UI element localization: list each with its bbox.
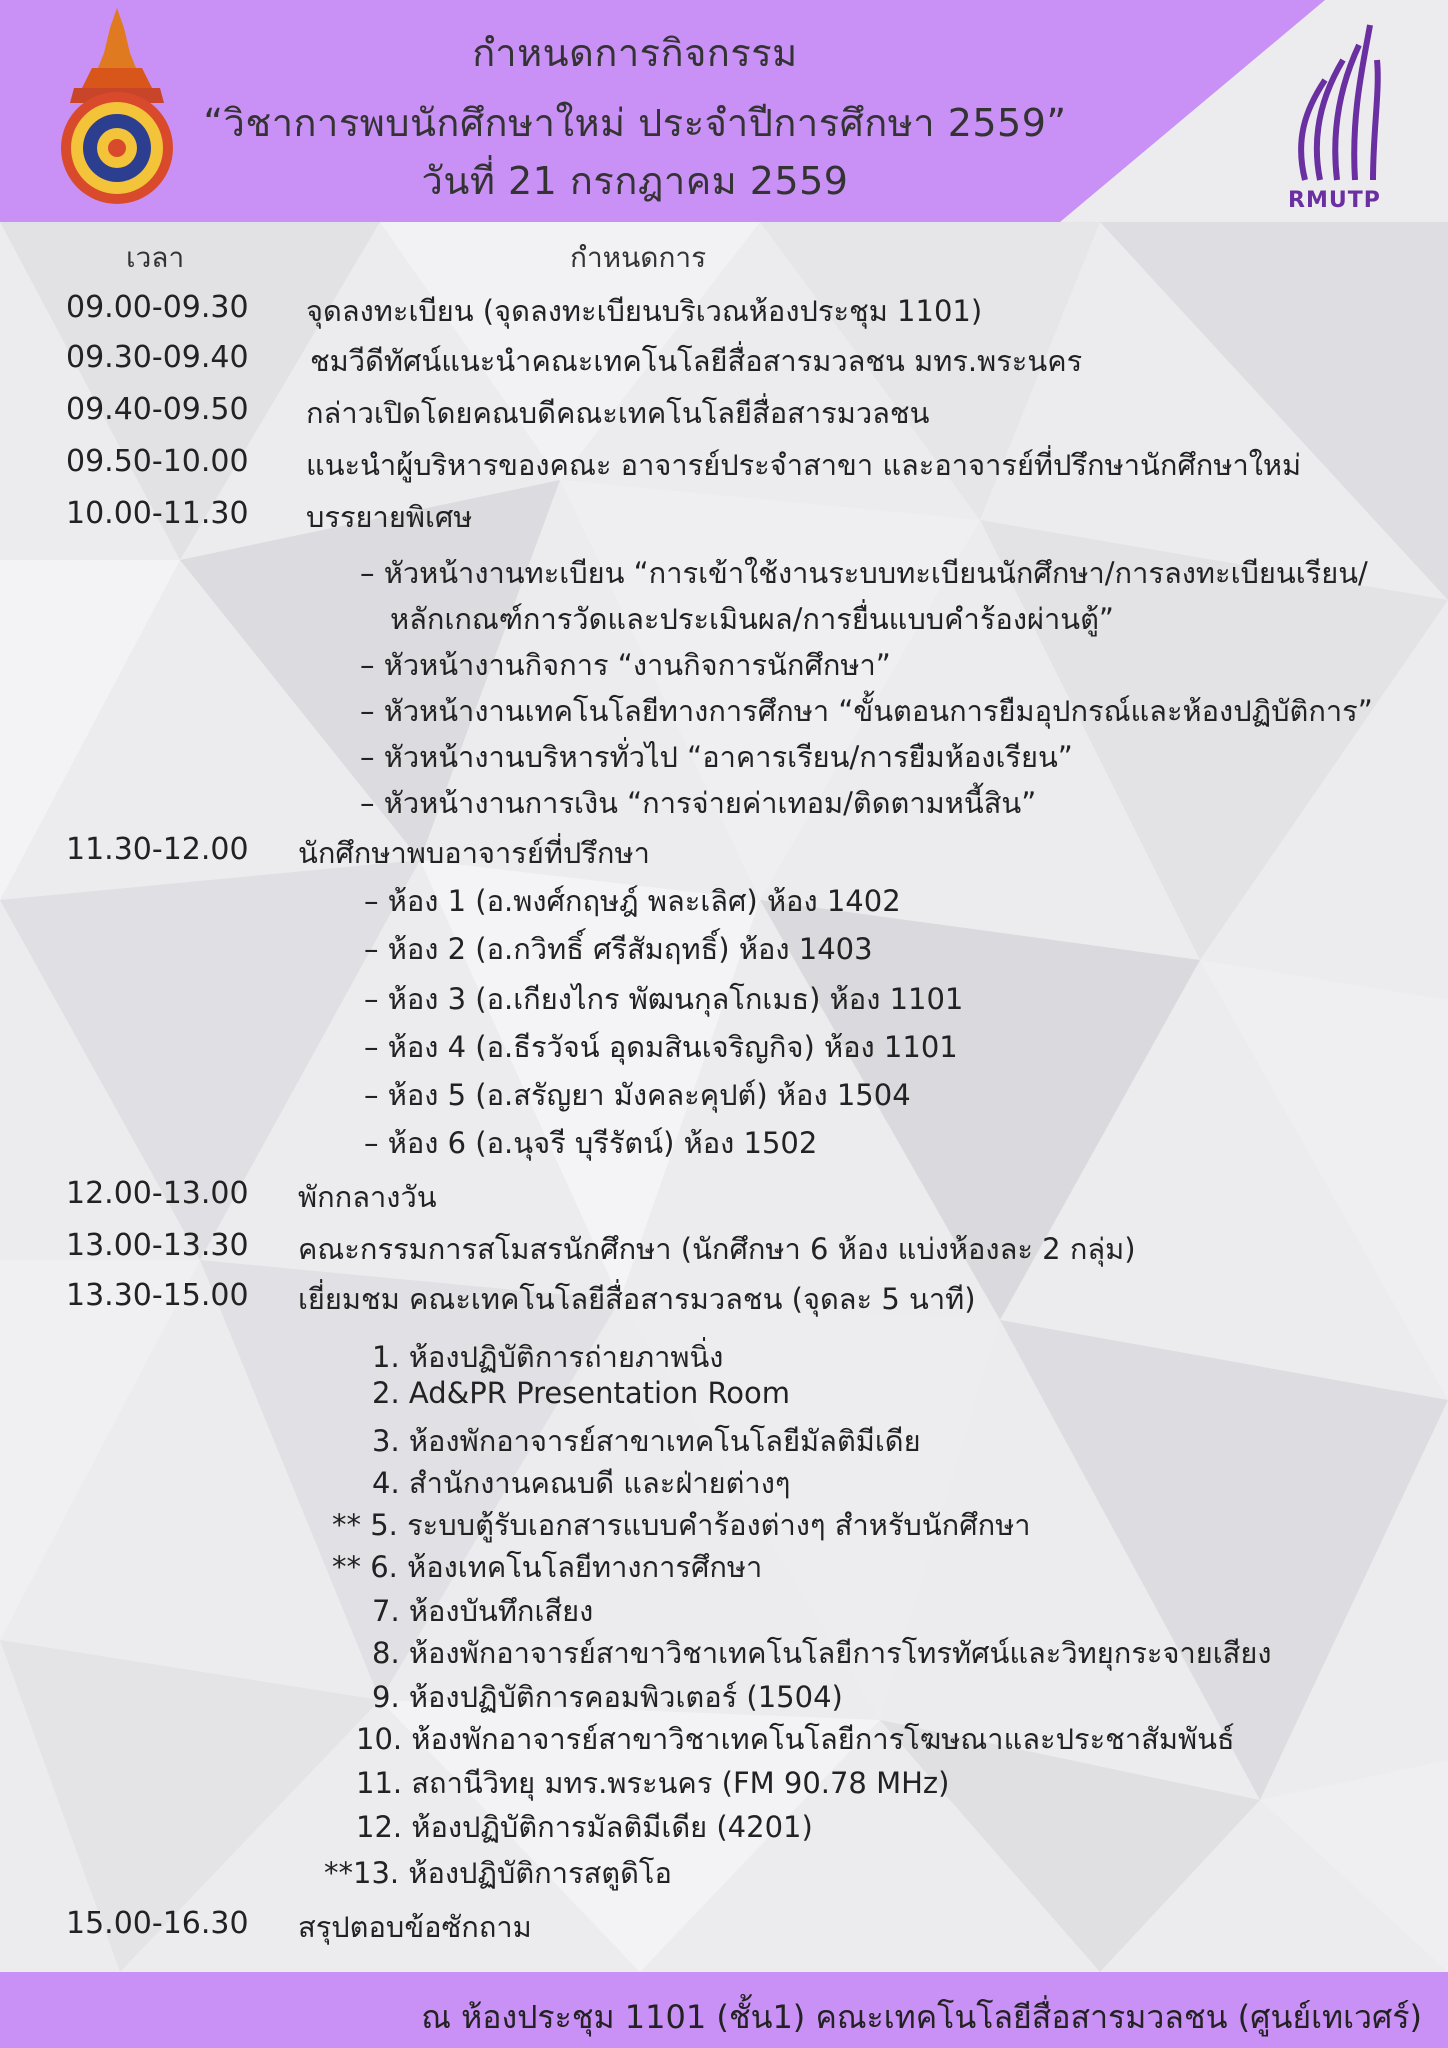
schedule-time: 09.40-09.50 [66,392,249,427]
schedule-time: 13.00-13.30 [66,1228,249,1263]
schedule-time: 09.50-10.00 [66,444,249,479]
schedule-time: 09.00-09.30 [66,290,249,325]
visit-item: 2. Ad&PR Presentation Room [372,1376,791,1410]
advisor-room: – ห้อง 6 (อ.นุจรี บุรีรัตน์) ห้อง 1502 [364,1126,818,1160]
schedule-item: สรุปตอบข้อซักถาม [298,1910,532,1944]
visit-item: 4. สำนักงานคณบดี และฝ่ายต่างๆ [372,1466,791,1500]
lecture-item: – หัวหน้างานบริหารทั่วไป “อาคารเรียน/การยืมห้องเรียน” [360,740,1073,774]
venue-footer: ณ ห้องประชุม 1101 (ชั้น1) คณะเทคโนโลยีสื่อสารมวลชน (ศูนย์เทเวศร์) [421,1998,1422,2036]
lecture-item: – หัวหน้างานกิจการ “งานกิจการนักศึกษา” [360,648,891,682]
visit-item: 7. ห้องบันทึกเสียง [372,1594,594,1628]
visit-item: ** 5. ระบบตู้รับเอกสารแบบคำร้องต่างๆ สำหรับนักศึกษา [332,1508,1031,1542]
lecture-item: – หัวหน้างานเทคโนโลยีทางการศึกษา “ขั้นตอนการยืมอุปกรณ์และห้องปฏิบัติการ” [360,694,1373,728]
schedule-time: 13.30-15.00 [66,1278,249,1313]
schedule-time: 10.00-11.30 [66,496,249,531]
advisor-room: – ห้อง 5 (อ.สรัญยา มังคละคุปต์) ห้อง 1504 [364,1078,911,1112]
lecture-item: – หัวหน้างานการเงิน “การจ่ายค่าเทอม/ติดตามหนี้สิน” [360,786,1037,820]
advisor-room: – ห้อง 1 (อ.พงศ์กฤษฎ์ พละเลิศ) ห้อง 1402 [364,884,901,918]
visit-item: 3. ห้องพักอาจารย์สาขาเทคโนโลยีมัลติมีเดีย [372,1424,921,1458]
advisor-room: – ห้อง 3 (อ.เกียงไกร พัฒนกุลโกเมธ) ห้อง 1101 [364,982,964,1016]
schedule-item: แนะนำผู้บริหารของคณะ อาจารย์ประจำสาขา และอาจารย์ที่ปรึกษานักศึกษาใหม่ [306,448,1302,482]
column-heading-time: เวลา [126,241,185,274]
advisor-room: – ห้อง 4 (อ.ธีรวัจน์ อุดมสินเจริญกิจ) ห้อง 1101 [364,1030,958,1064]
visit-item: 9. ห้องปฏิบัติการคอมพิวเตอร์ (1504) [372,1680,843,1714]
schedule-item: เยี่ยมชม คณะเทคโนโลยีสื่อสารมวลชน (จุดละ 5 นาที) [298,1282,976,1316]
event-title: “วิชาการพบนักศึกษาใหม่ ประจำปีการศึกษา 2559” [203,101,1067,145]
advisor-room: – ห้อง 2 (อ.กวิทธิ์ ศรีสัมฤทธิ์) ห้อง 1403 [364,932,873,966]
schedule-item: กล่าวเปิดโดยคณบดีคณะเทคโนโลยีสื่อสารมวลชน [306,396,930,430]
lecture-item: หลักเกณฑ์การวัดและประเมินผล/การยื่นแบบคำร้องผ่านตู้” [390,602,1114,636]
event-date: วันที่ 21 กรกฎาคม 2559 [421,159,849,203]
schedule-item: บรรยายพิเศษ [306,500,473,534]
schedule-time: 11.30-12.00 [66,832,249,867]
visit-item: 10. ห้องพักอาจารย์สาขาวิชาเทคโนโลยีการโฆษณาและประชาสัมพันธ์ [356,1722,1235,1756]
schedule-item: พักกลางวัน [298,1180,437,1214]
visit-item: 1. ห้องปฏิบัติการถ่ายภาพนิ่ง [372,1340,724,1374]
rmutp-logo-text: RMUTP [1288,188,1381,213]
page-title: กำหนดการกิจกรรม [472,31,798,75]
schedule-time: 09.30-09.40 [66,340,249,375]
schedule-time: 15.00-16.30 [66,1906,249,1941]
schedule-item: จุดลงทะเบียน (จุดลงทะเบียนบริเวณห้องประชุม 1101) [306,294,983,328]
schedule-item: ชมวีดีทัศน์แนะนำคณะเทคโนโลยีสื่อสารมวลชน มทร.พระนคร [310,344,1083,378]
schedule-item: คณะกรรมการสโมสรนักศึกษา (นักศึกษา 6 ห้อง แบ่งห้องละ 2 กลุ่ม) [298,1232,1136,1266]
visit-item: ** 6. ห้องเทคโนโลยีทางการศึกษา [332,1550,763,1584]
schedule-time: 12.00-13.00 [66,1176,249,1211]
visit-item: 11. สถานีวิทยุ มทร.พระนคร (FM 90.78 MHz) [356,1766,950,1800]
visit-item: **13. ห้องปฏิบัติการสตูดิโอ [324,1856,672,1890]
schedule-item: นักศึกษาพบอาจารย์ที่ปรึกษา [298,836,650,870]
visit-item: 8. ห้องพักอาจารย์สาขาวิชาเทคโนโลยีการโทรทัศน์และวิทยุกระจายเสียง [372,1636,1272,1670]
column-heading-agenda: กำหนดการ [570,241,707,274]
lecture-item: – หัวหน้างานทะเบียน “การเข้าใช้งานระบบทะเบียนนักศึกษา/การลงทะเบียนเรียน/ [360,556,1368,590]
visit-item: 12. ห้องปฏิบัติการมัลติมีเดีย (4201) [356,1810,813,1844]
